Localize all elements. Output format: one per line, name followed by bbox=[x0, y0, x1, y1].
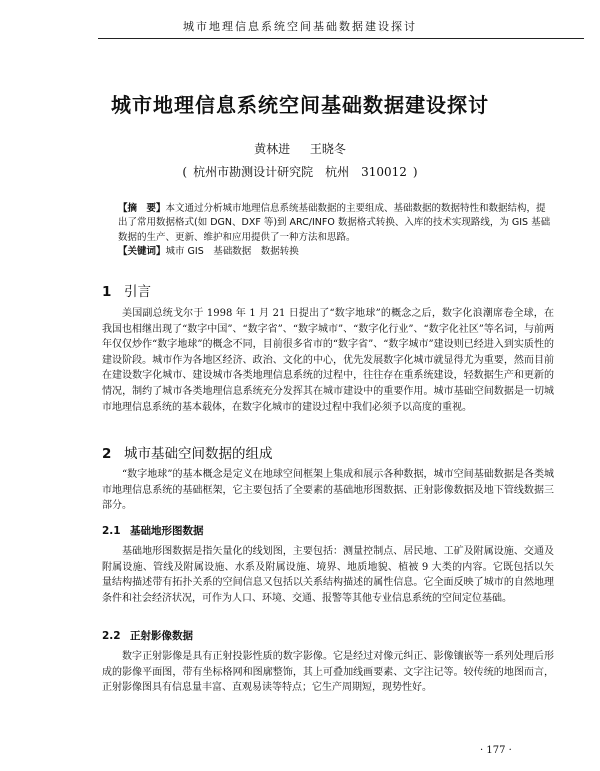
affiliation-postcode: 310012 bbox=[361, 165, 407, 179]
subsection-2-1-paragraph: 基础地形图数据是指矢量化的线划图，主要包括：测量控制点、居民地、工矿及附属设施、交通及附属设施、管线及附属设施、水系及附属设施、境界、地质地貌、植被 9 大类的内容。它既包括以矢量结构描述带有拓扑关系的空间信息又包括以关系结构描述的属性信息。它全面反映了城市的自然地理条件和社会经济状况，可作为人口、环境、交通、报警等其他专业信息系统的空间定位基础。 bbox=[102, 546, 554, 604]
section-1-paragraph: 美国副总统戈尔于 1998 年 1 月 21 日提出了“数字地球”的概念之后，数字化浪潮席卷全球，在我国也相继出现了“数字中国”、“数字省”、“数字城市”、“数字化行业”、“数字化社区”等名词，与前两年仅仅炒作“数字地球”的概念不同，目前很多省市的“数字省”、“数字城市”建设则已经进入到实质性的建设阶段。城市作为各地区经济、政治、文化的中心，优先发展数字化城市就显得尤为重要，然而目前在建设数字化城市、建设城市各类地理信息系统的过程中，往往存在重系统建设，轻数据生产和更新的情况，制约了城市各类地理信息系统充分发挥其在城市建设中的重要作用。城市基础空间数据是一切城市地理信息系统的基本载体，在数字化城市的建设过程中我们必须予以高度的重视。 bbox=[102, 308, 554, 413]
section-2-paragraph: “数字地球”的基本概念是定义在地球空间框架上集成和展示各种数据，城市空间基础数据是各类城市地理信息系统的基础框架，它主要包括了全要素的基础地形图数据、正射影像数据及地下管线数据三部分。 bbox=[102, 469, 554, 512]
keywords-text: 城市 GIS 基础数据 数据转换 bbox=[165, 246, 299, 258]
authors bbox=[0, 140, 600, 157]
affiliation bbox=[0, 163, 600, 180]
author-name: 王晓冬 bbox=[309, 142, 346, 156]
subsection-number: 2.2 bbox=[102, 630, 121, 642]
header-rule bbox=[98, 38, 584, 39]
abstract-body bbox=[118, 202, 554, 245]
affiliation-city: 杭州 bbox=[325, 165, 350, 179]
subsection-heading-2-1 bbox=[102, 523, 204, 538]
paper-title: 城市地理信息系统空间基础数据建设探讨 bbox=[111, 93, 489, 117]
section-number: 2 bbox=[102, 446, 112, 462]
author-name: 黄林进 bbox=[254, 142, 291, 156]
running-head: 城市地理信息系统空间基础数据建设探讨 bbox=[183, 20, 417, 33]
affiliation-open: ( bbox=[182, 165, 188, 179]
subsection-title: 正射影像数据 bbox=[130, 630, 193, 642]
abstract-label: 【摘 要】 bbox=[118, 203, 166, 214]
section-heading-1 bbox=[102, 280, 151, 300]
subsection-number: 2.1 bbox=[102, 525, 121, 537]
section-title: 城市基础空间数据的组成 bbox=[124, 446, 273, 462]
abstract-text: 本文通过分析城市地理信息系统基础数据的主要组成、基础数据的数据特性和数据结构，提出了常用数据格式(如 DGN、DXF 等)到 ARC/INFO 数据格式转换、入库的技术实现路线，为 GIS 基础数据的生产、更新、维护和应用提供了一种方法和思路。 bbox=[118, 203, 551, 243]
keywords-label: 【关键词】 bbox=[118, 246, 166, 258]
section-title: 引言 bbox=[124, 284, 151, 300]
affiliation-institute: 杭州市勘测设计研究院 bbox=[193, 165, 314, 179]
section-number: 1 bbox=[102, 284, 112, 300]
subsection-heading-2-2 bbox=[102, 628, 193, 643]
section-heading-2 bbox=[102, 442, 273, 462]
page-number: · 177 · bbox=[480, 745, 512, 756]
subsection-2-2-paragraph: 数字正射影像是具有正射投影性质的数字影像。它是经过对像元纠正、影像镶嵌等一系列处理后形成的影像平面图，带有坐标格网和图廓整饰，其上可叠加线画要素、文字注记等。较传统的地图而言，正射影像图具有信息量丰富、直观易读等特点；它生产周期短，现势性好。 bbox=[102, 651, 554, 694]
affiliation-close: ) bbox=[412, 165, 418, 179]
keywords-line bbox=[118, 245, 554, 259]
subsection-title: 基础地形图数据 bbox=[130, 525, 204, 537]
abstract bbox=[118, 202, 554, 260]
